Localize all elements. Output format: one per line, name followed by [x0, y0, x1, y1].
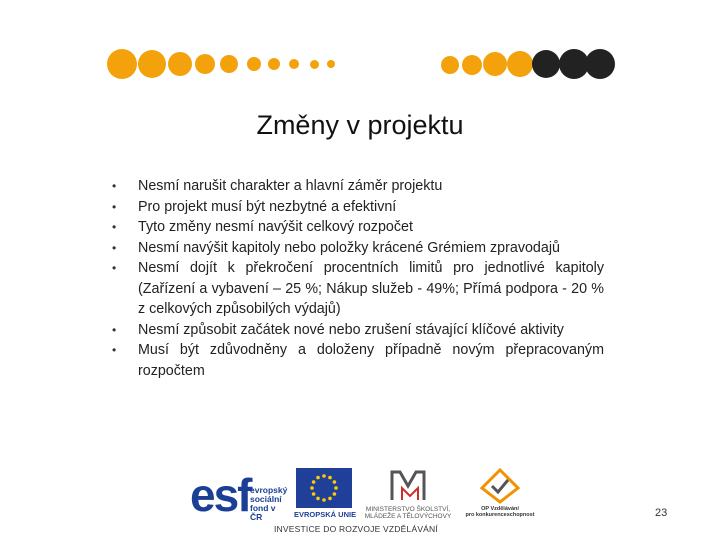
- decorative-dot: [507, 51, 533, 77]
- op-label-line: OP Vzdělávání: [481, 506, 519, 512]
- page-number: 23: [655, 507, 668, 519]
- esf-caption: [250, 486, 287, 522]
- bullet-item: • Nesmí navýšit kapitoly nebo položky krácené Grémiem zpravodajů: [110, 238, 604, 259]
- decorative-dot: [462, 55, 482, 75]
- decorative-dot: [220, 55, 238, 73]
- decorative-dot-row: [0, 0, 720, 110]
- msmt-label-line: MINISTERSTVO ŠKOLSTVÍ,: [365, 506, 451, 513]
- eu-star: [312, 480, 316, 484]
- bullet-item: • Pro projekt musí být nezbytné a efektivní: [110, 197, 604, 218]
- bullet-list: [110, 176, 604, 381]
- decorative-dot: [138, 50, 166, 78]
- esf-caption-line: fond v ČR: [250, 503, 276, 522]
- decorative-dot: [247, 57, 261, 71]
- op-logo-icon: [480, 468, 520, 504]
- esf-caption-line: evropský: [250, 485, 288, 495]
- esf-letters: esf: [190, 469, 251, 521]
- funding-logos: [190, 462, 540, 540]
- bullet-item: • Nesmí narušit charakter a hlavní záměr projektu: [110, 176, 604, 197]
- eu-star: [310, 486, 314, 490]
- investice-tagline: INVESTICE DO ROZVOJE VZDĚLÁVÁNÍ: [274, 524, 438, 534]
- decorative-dot: [585, 49, 615, 79]
- decorative-dot: [441, 56, 459, 74]
- eu-stars-icon: [296, 468, 352, 508]
- decorative-dot: [107, 49, 137, 79]
- bullet-item: • Tyto změny nesmí navýšit celkový rozpočet: [110, 217, 604, 238]
- decorative-dot: [483, 52, 507, 76]
- decorative-dot: [289, 59, 299, 69]
- op-label-line: pro konkurenceschopnost: [465, 512, 535, 518]
- msmt-label-line: MLÁDEŽE A TĚLOVÝCHOVY: [364, 513, 452, 520]
- bullet-item: • Musí být zdůvodněny a doloženy případně novým přepracovaným rozpočtem: [110, 340, 604, 381]
- eu-star: [333, 492, 337, 496]
- msmt-label: [360, 506, 456, 520]
- eu-star: [316, 497, 320, 501]
- eu-star: [322, 498, 326, 502]
- decorative-dot: [168, 52, 192, 76]
- eu-flag-icon: [296, 468, 352, 508]
- eu-star: [328, 497, 332, 501]
- decorative-dot: [532, 50, 560, 78]
- esf-caption-line: sociální: [250, 494, 282, 504]
- slide-title: Změny v projektu: [256, 110, 464, 140]
- decorative-dot: [195, 54, 215, 74]
- op-label: [460, 506, 540, 518]
- eu-star: [312, 492, 316, 496]
- eu-star: [334, 486, 338, 490]
- eu-star: [316, 476, 320, 480]
- eu-star: [328, 476, 332, 480]
- bullet-item: • Nesmí způsobit začátek nové nebo zrušení stávající klíčové aktivity: [110, 320, 604, 341]
- decorative-dot: [268, 58, 280, 70]
- eu-label: EVROPSKÁ UNIE: [294, 510, 357, 519]
- bullet-item: • Nesmí dojít k překročení procentních limitů pro jednotlivé kapitoly (Zařízení a vybavení – 25 %; Nákup služeb - 49%; Přímá podpora - 20 % z celkových způsobilých výdajů): [110, 258, 604, 320]
- eu-star: [333, 480, 337, 484]
- eu-star: [322, 474, 326, 478]
- msmt-logo-icon: [388, 466, 432, 506]
- decorative-dot: [310, 60, 319, 69]
- decorative-dot: [327, 60, 335, 68]
